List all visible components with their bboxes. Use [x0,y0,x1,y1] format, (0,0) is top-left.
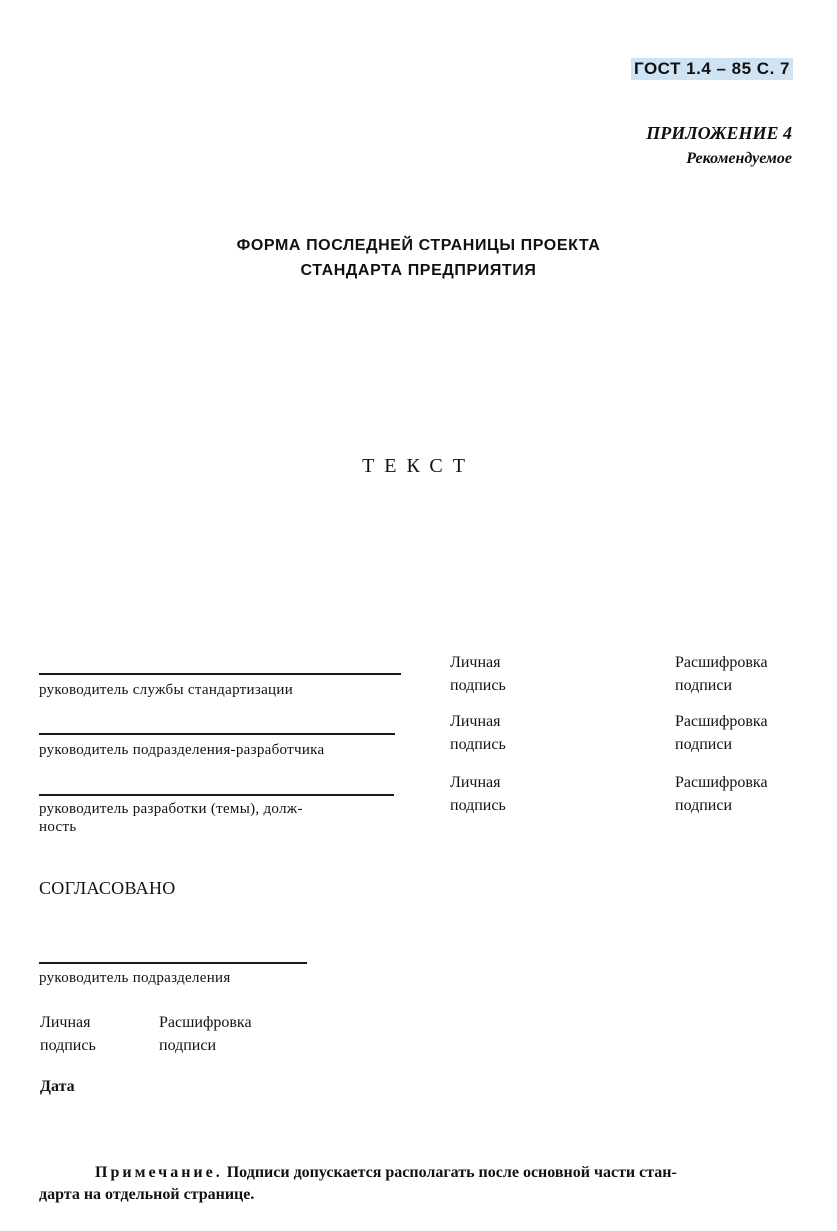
signature-decoding-label [675,651,768,697]
page-title [0,233,837,283]
title-line-1: ФОРМА ПОСЛЕДНЕЙ СТРАНИЦЫ ПРОЕКТА [236,237,601,254]
label-line: подписи [675,797,733,814]
signature-line [39,794,394,796]
label-line: подпись [450,736,506,753]
label-line: Личная [450,774,501,791]
role-line: ность [39,819,77,835]
label-line: подпись [40,1037,96,1054]
label-line: Расшифровка [675,713,768,730]
label-line: подпись [450,797,506,814]
signature-decoding-label [159,1011,252,1057]
signature-line [39,962,307,964]
label-line: Личная [450,654,501,671]
label-line: Личная [450,713,501,730]
signature-line [39,673,401,675]
personal-signature-label [450,651,506,697]
signature-role: руководитель подразделения-разработчика [39,742,325,758]
personal-signature-label [40,1011,96,1057]
label-line: Личная [40,1014,91,1031]
label-line: Расшифровка [159,1014,252,1031]
appendix-status: Рекомендуемое [686,150,792,167]
signature-decoding-label [675,710,768,756]
signature-role [39,800,303,836]
note-line-1 [39,1162,799,1184]
note-text: Подписи допускается располагать после основной части стан- [226,1164,677,1181]
role-line: руководитель разработки (темы), долж- [39,801,303,817]
label-line: подпись [450,677,506,694]
body-text-placeholder: ТЕКСТ [362,455,475,477]
label-line: подписи [159,1037,217,1054]
note-line-2: дарта на отдельной странице. [39,1186,255,1203]
note-lead: Примечание. [95,1164,223,1181]
agreed-role: руководитель подразделения [39,970,231,986]
label-line: Расшифровка [675,774,768,791]
signature-decoding-label [675,771,768,817]
label-line: подписи [675,677,733,694]
label-line: Расшифровка [675,654,768,671]
personal-signature-label [450,710,506,756]
personal-signature-label [450,771,506,817]
label-line: подписи [675,736,733,753]
agreed-heading: СОГЛАСОВАНО [39,878,176,898]
signature-role: руководитель службы стандартизации [39,682,294,698]
appendix-label: ПРИЛОЖЕНИЕ 4 [646,123,792,143]
date-label: Дата [40,1078,75,1095]
appendix-block [646,121,792,171]
document-reference: ГОСТ 1.4 – 85 С. 7 [631,58,793,80]
footnote [39,1162,799,1206]
signature-line [39,733,395,735]
title-line-2: СТАНДАРТА ПРЕДПРИЯТИЯ [300,262,537,279]
